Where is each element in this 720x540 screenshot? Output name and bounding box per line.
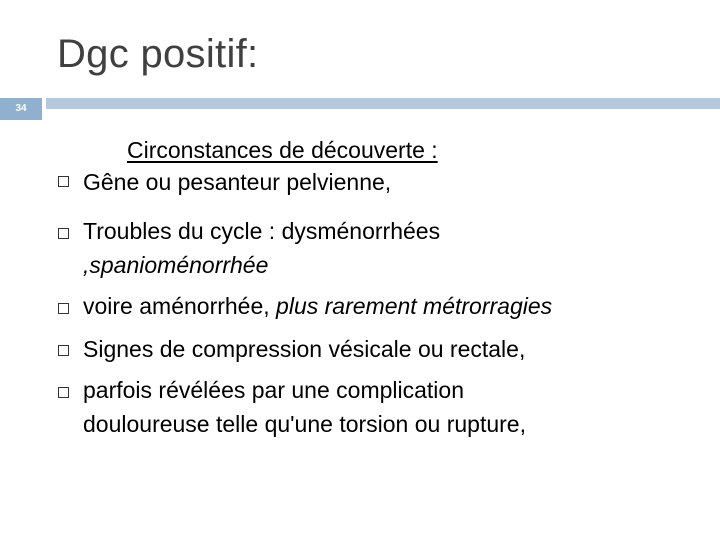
list-item-continuation: douloureuse telle qu'une torsion ou rupture,	[83, 411, 526, 437]
list-item	[83, 291, 552, 322]
list-item: Signes de compression vésicale ou rectale,	[83, 336, 526, 362]
list-item-continuation: ,spanioménorrhée	[83, 252, 269, 278]
square-bullet-icon	[58, 176, 69, 187]
square-bullet-icon	[58, 387, 69, 398]
square-bullet-icon	[58, 228, 69, 239]
square-bullet-icon	[58, 303, 69, 314]
list-item-italic: plus rarement métrorragies	[276, 293, 553, 319]
list-item: Gêne ou pesanteur pelvienne,	[83, 169, 392, 195]
slide-title: Dgc positif:	[57, 32, 259, 76]
square-bullet-icon	[58, 345, 69, 356]
list-item: Troubles du cycle : dysménorrhées	[83, 218, 441, 244]
content-heading: Circonstances de découverte :	[127, 137, 438, 163]
list-item: parfois révélées par une complication	[83, 377, 464, 403]
list-item-text: voire aménorrhée,	[83, 293, 277, 319]
slide-number: 34	[15, 103, 27, 114]
